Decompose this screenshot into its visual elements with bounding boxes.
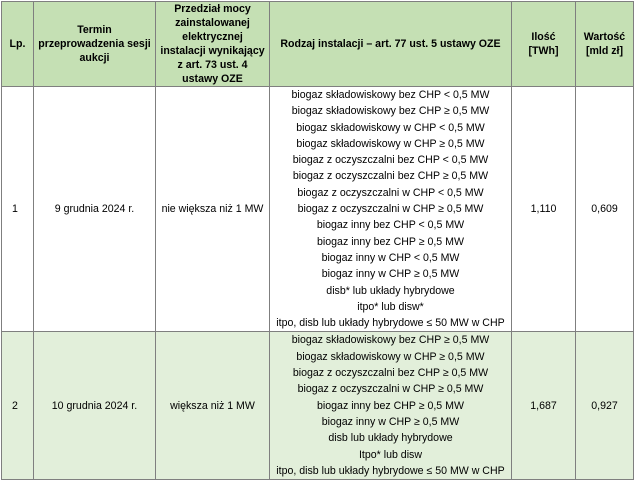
- row-capacity: większa niż 1 MW: [156, 332, 270, 480]
- installation-type: biogaz inny bez CHP < 0,5 MW: [316, 219, 465, 232]
- table-row: [2, 332, 634, 480]
- header-type: Rodzaj instalacji – art. 77 ust. 5 ustawy OZE: [270, 2, 512, 87]
- table-row: [2, 87, 634, 332]
- row-capacity: nie większa niż 1 MW: [156, 87, 270, 332]
- header-value: Wartość [mld zł]: [576, 2, 634, 87]
- installation-type: biogaz składowiskowy bez CHP < 0,5 MW: [291, 89, 490, 101]
- installation-type: biogaz inny w CHP ≥ 0,5 MW: [321, 268, 460, 281]
- installation-type: biogaz inny bez CHP ≥ 0,5 MW: [317, 235, 464, 248]
- row-lp: 2: [2, 332, 34, 480]
- installation-type: biogaz z oczyszczalni w CHP < 0,5 MW: [297, 186, 484, 199]
- installation-type: biogaz z oczyszczalni w CHP ≥ 0,5 MW: [297, 383, 484, 396]
- row-types: [270, 87, 512, 332]
- row-quantity: 1,687: [512, 332, 576, 480]
- installation-type: biogaz z oczyszczalni w CHP ≥ 0,5 MW: [297, 203, 484, 216]
- header-row: [2, 2, 634, 87]
- row-value: 0,927: [576, 332, 634, 480]
- installation-type: Itpo* lub disw: [358, 448, 422, 461]
- installation-type: biogaz inny w CHP < 0,5 MW: [321, 251, 460, 264]
- row-quantity: 1,110: [512, 87, 576, 332]
- installation-type: biogaz składowiskowy bez CHP ≥ 0,5 MW: [291, 334, 490, 347]
- installation-type: disb* lub układy hybrydowe: [326, 284, 455, 297]
- installation-type: biogaz składowiskowy w CHP ≥ 0,5 MW: [296, 350, 485, 363]
- installation-type: biogaz inny bez CHP ≥ 0,5 MW: [317, 399, 464, 412]
- row-types: [270, 332, 512, 480]
- installation-type: biogaz z oczyszczalni bez CHP < 0,5 MW: [292, 154, 489, 167]
- auction-table: [1, 1, 634, 480]
- installation-type: itpo* lub disw*: [357, 300, 424, 313]
- header-capacity: Przedział mocy zainstalowanej elektrycznej instalacji wynikający z art. 73 ust. 4 ustawy OZE: [156, 2, 270, 87]
- installation-type: disb lub układy hybrydowe: [328, 432, 453, 445]
- header-date: Termin przeprowadzenia sesji aukcji: [34, 2, 156, 87]
- installation-type: biogaz z oczyszczalni bez CHP ≥ 0,5 MW: [292, 367, 489, 380]
- installation-type: itpo, disb lub układy hybrydowe ≤ 50 MW w CHP: [276, 317, 505, 330]
- installation-type: biogaz inny w CHP ≥ 0,5 MW: [321, 415, 460, 428]
- installation-type: biogaz z oczyszczalni bez CHP ≥ 0,5 MW: [292, 170, 489, 183]
- row-lp: 1: [2, 87, 34, 332]
- installation-type: biogaz składowiskowy w CHP < 0,5 MW: [296, 121, 485, 134]
- installation-type: biogaz składowiskowy w CHP ≥ 0,5 MW: [296, 137, 485, 150]
- header-quantity: Ilość [TWh]: [512, 2, 576, 87]
- row-date: 10 grudnia 2024 r.: [34, 332, 156, 480]
- installation-type: biogaz składowiskowy bez CHP ≥ 0,5 MW: [291, 105, 490, 118]
- row-date: 9 grudnia 2024 r.: [34, 87, 156, 332]
- header-lp: Lp.: [2, 2, 34, 87]
- row-value: 0,609: [576, 87, 634, 332]
- installation-type: itpo, disb lub układy hybrydowe ≤ 50 MW w CHP: [276, 464, 505, 477]
